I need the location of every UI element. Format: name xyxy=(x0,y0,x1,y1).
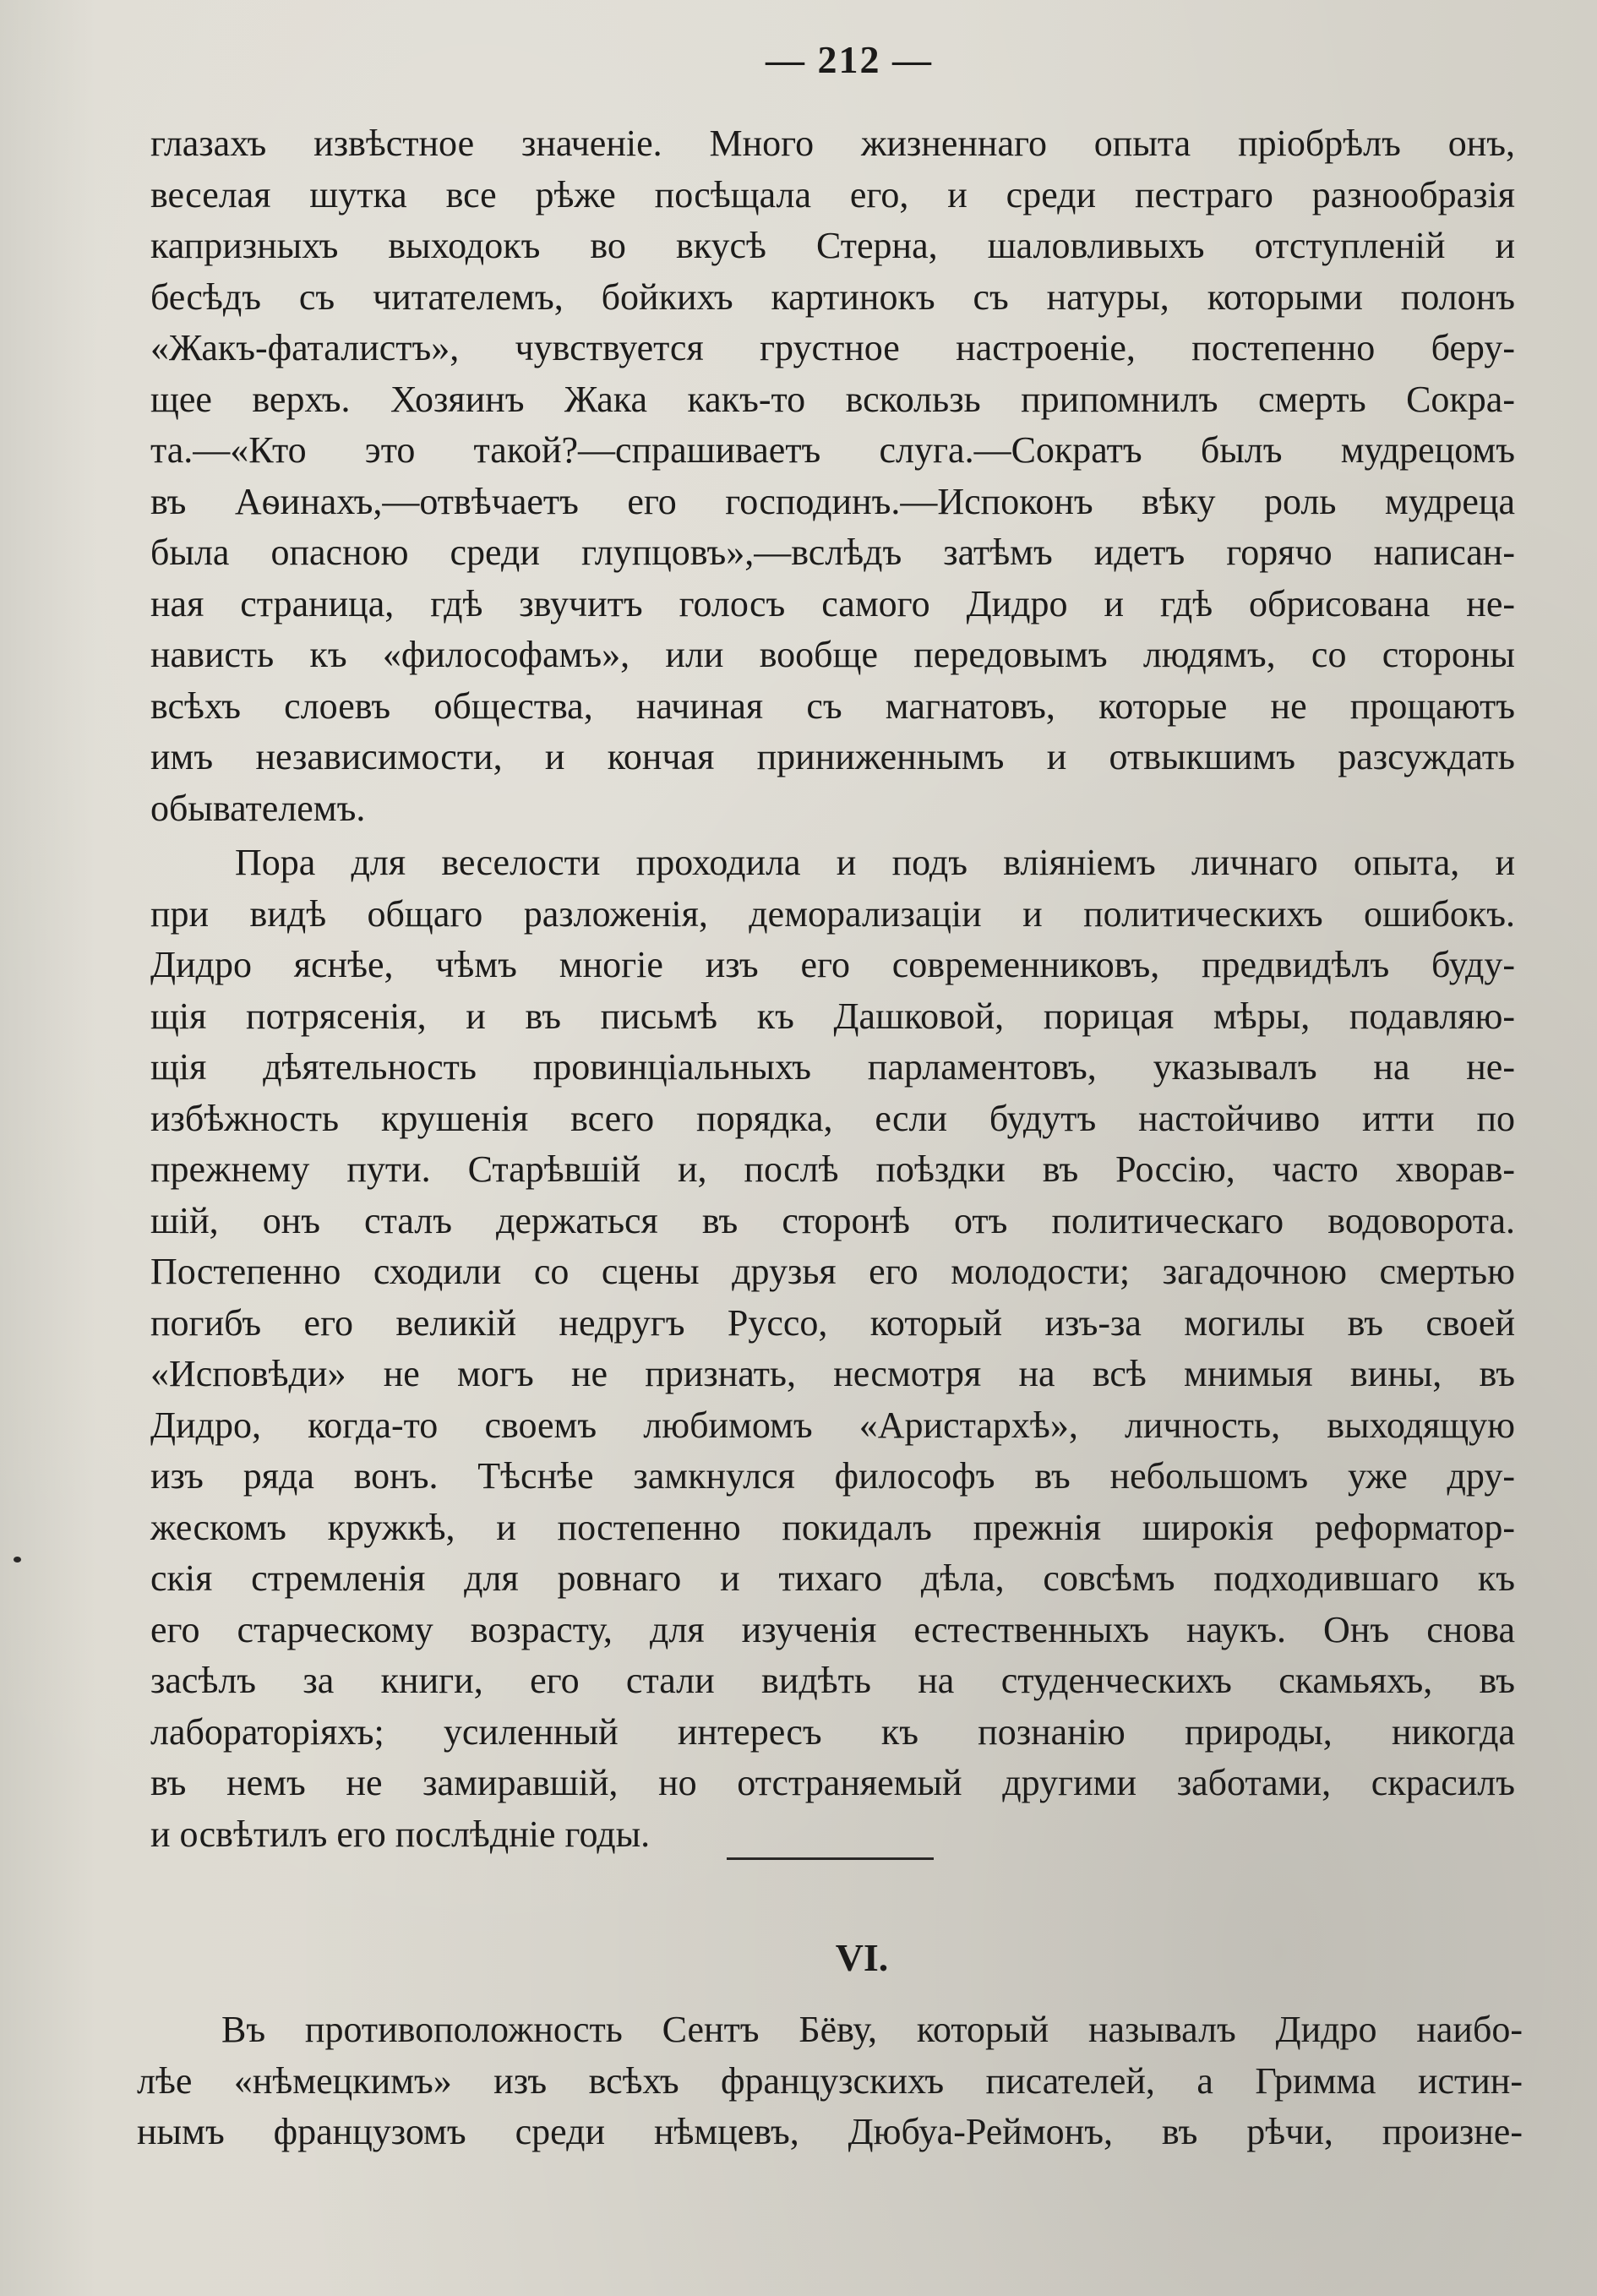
text-line: щія потрясенія, и въ письмѣ къ Дашковой, порицая мѣры, подавляю- xyxy=(150,995,1515,1037)
text-line: щія дѣятельность провинціальныхъ парламентовъ, указывалъ на не- xyxy=(150,1046,1515,1088)
paragraph-2 xyxy=(150,837,1515,1860)
text-line: Постепенно сходили со сцены друзья его молодости; загадочною смертью xyxy=(150,1251,1515,1292)
text-line: Дидро, когда-то своемъ любимомъ «Аристархѣ», личность, выходящую xyxy=(150,1404,1515,1446)
page-number: — 212 — xyxy=(766,38,933,81)
section-paragraph xyxy=(137,2004,1523,2158)
text-line: «Жакъ-фаталистъ», чувствуется грустное настроеніе, постепенно беру- xyxy=(150,327,1515,368)
margin-dot-mark xyxy=(14,1557,21,1562)
body-text xyxy=(150,118,1515,1860)
text-line: его старческому возрасту, для изученія естественныхъ наукъ. Онъ снова xyxy=(150,1608,1515,1650)
text-line: прежнему пути. Старѣвшій и, послѣ поѣздки въ Россію, часто хворав- xyxy=(150,1148,1515,1190)
text-line: имъ независимости, и кончая приниженнымъ и отвыкшимъ разсуждать xyxy=(150,736,1515,777)
text-line: всѣхъ слоевъ общества, начиная съ магнатовъ, которые не прощаютъ xyxy=(150,684,1515,727)
text-line: и освѣтилъ его послѣдніе годы. xyxy=(150,1813,651,1855)
text-line: бесѣдъ съ читателемъ, бойкихъ картинокъ съ натуры, которыми полонъ xyxy=(150,275,1515,318)
text-line: Дидро яснѣе, чѣмъ многіе изъ его современниковъ, предвидѣлъ буду- xyxy=(150,944,1515,985)
text-line: шій, онъ сталъ держаться въ сторонѣ отъ политическаго водоворота. xyxy=(150,1199,1515,1241)
text-line: скія стремленія для ровнаго и тихаго дѣла, совсѣмъ подходившаго къ xyxy=(150,1557,1515,1599)
text-line: въ Аѳинахъ,—отвѣчаетъ его господинъ.—Испоконъ вѣку роль мудреца xyxy=(150,480,1515,522)
text-line: лабораторіяхъ; усиленный интересъ къ познанію природы, никогда xyxy=(150,1710,1515,1753)
text-line: та.—«Кто это такой?—спрашиваетъ слуга.—Сократъ былъ мудрецомъ xyxy=(150,429,1515,471)
text-line: погибъ его великій недругъ Руссо, который изъ-за могилы въ своей xyxy=(150,1301,1515,1344)
text-line: ная страница, гдѣ звучитъ голосъ самого Дидро и гдѣ обрисована не- xyxy=(150,582,1515,624)
text-line: капризныхъ выходокъ во вкусѣ Стерна, шаловливыхъ отступленій и xyxy=(150,225,1515,266)
paragraph-1 xyxy=(150,118,1515,834)
text-line: нымъ французомъ среди нѣмцевъ, Дюбуа-Реймонъ, въ рѣчи, произне- xyxy=(137,2111,1523,2152)
text-line: лѣе «нѣмецкимъ» изъ всѣхъ французскихъ писателей, а Гримма истин- xyxy=(137,2059,1523,2102)
text-line: была опасною среди глупцовъ»,—вслѣдъ затѣмъ идетъ горячо написан- xyxy=(150,532,1515,573)
text-line: засѣлъ за книги, его стали видѣть на студенческихъ скамьяхъ, въ xyxy=(150,1660,1515,1701)
section-heading: VI. xyxy=(835,1936,889,1979)
section-divider xyxy=(727,1857,934,1860)
text-line: «Исповѣди» не могъ не признать, несмотря на всѣ мнимыя вины, въ xyxy=(150,1353,1515,1394)
text-line: обывателемъ. xyxy=(150,787,366,829)
text-line: изъ ряда вонъ. Тѣснѣе замкнулся философъ въ небольшомъ уже дру- xyxy=(150,1455,1515,1497)
text-line: при видѣ общаго разложенія, деморализаціи и политическихъ ошибокъ. xyxy=(150,892,1515,935)
text-line: жескомъ кружкѣ, и постепенно покидалъ прежнія широкія реформатор- xyxy=(150,1506,1515,1548)
text-line: щее верхъ. Хозяинъ Жака какъ-то вскользь припомнилъ смерть Сокра- xyxy=(150,378,1515,420)
text-line: глазахъ извѣстное значеніе. Много жизненнаго опыта пріобрѣлъ онъ, xyxy=(150,123,1515,164)
text-line: веселая шутка все рѣже посѣщала его, и среди пестраго разнообразія xyxy=(150,173,1515,215)
text-line: нависть къ «философамъ», или вообще передовымъ людямъ, со стороны xyxy=(150,634,1515,675)
text-line: Пора для веселости проходила и подъ вліяніемъ личнаго опыта, и xyxy=(235,842,1515,883)
text-line: Въ противоположность Сентъ Бёву, который называлъ Дидро наибо- xyxy=(221,2009,1523,2050)
text-line: избѣжность крушенія всего порядка, если будутъ настойчиво итти по xyxy=(150,1097,1515,1139)
text-line: въ немъ не замиравшій, но отстраняемый другими заботами, скрасилъ xyxy=(150,1762,1515,1803)
